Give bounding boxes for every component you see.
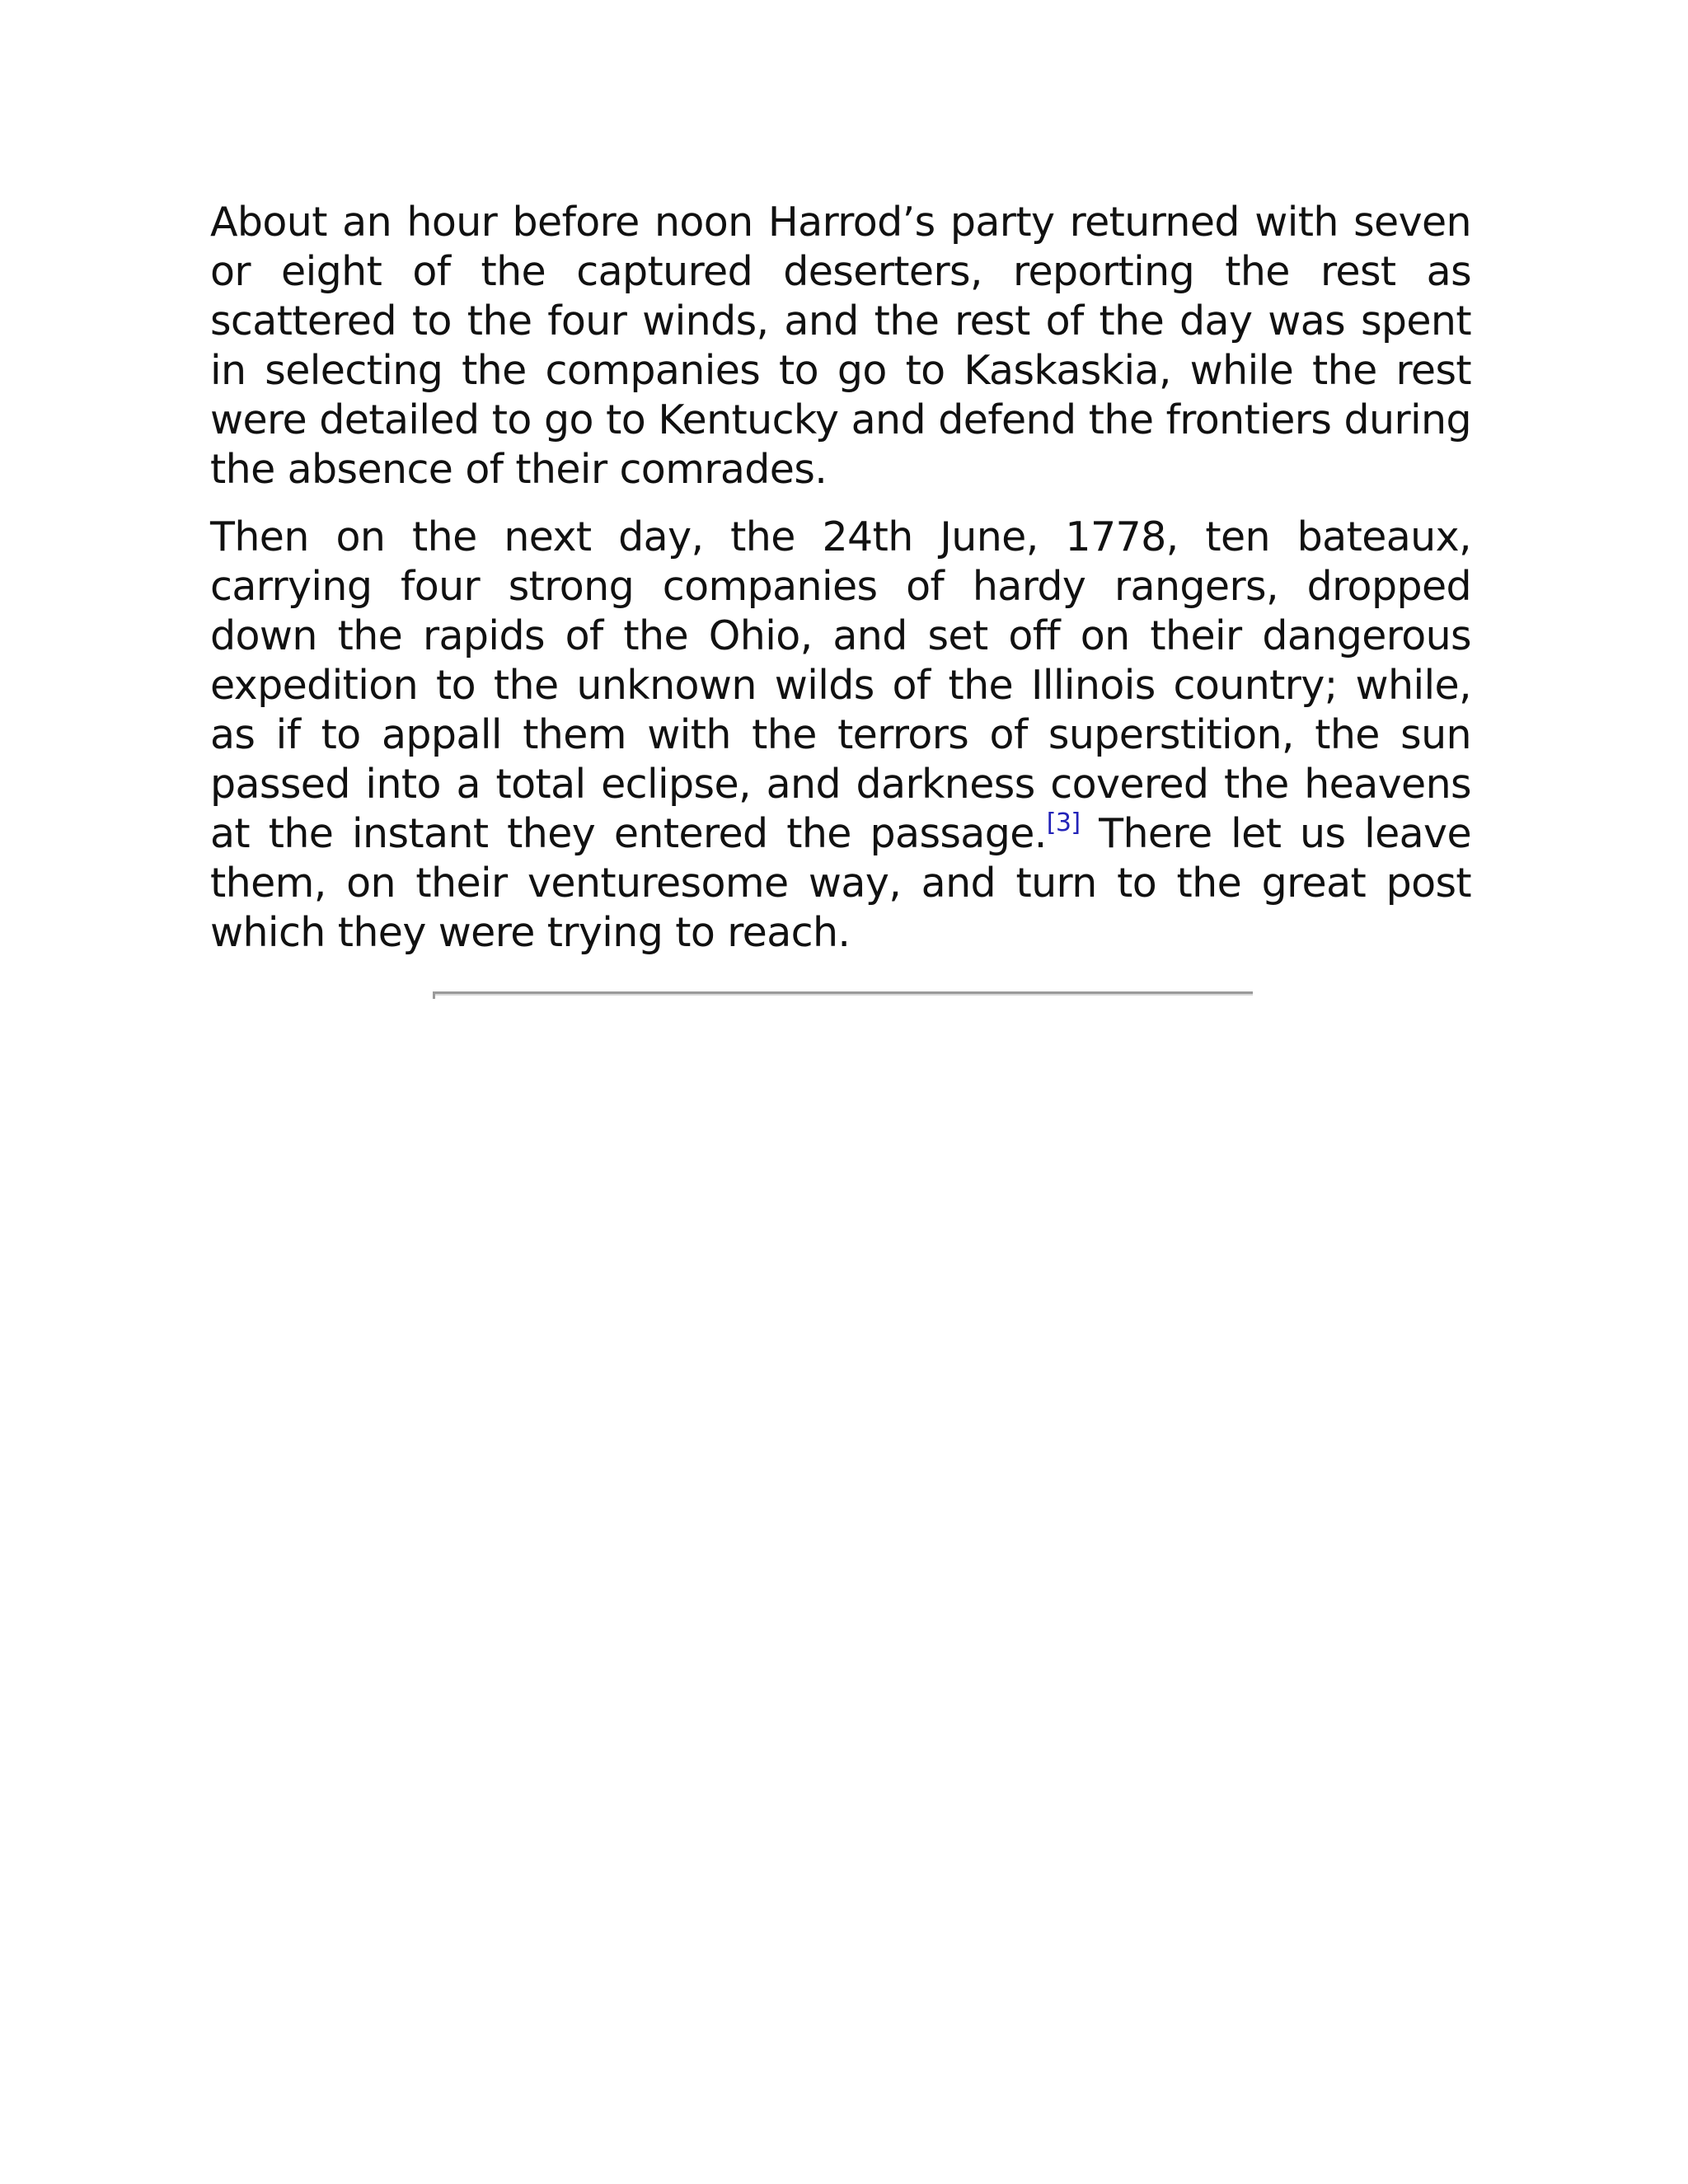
horizontal-rule-divider	[433, 991, 1253, 996]
paragraph-bateaux-departure	[210, 513, 1471, 958]
document-body	[210, 198, 1471, 976]
paragraph-harrods-party: About an hour before noon Harrod’s party returned with seven or eight of the captured deserters, reporting the rest as scattered to the four winds, and the rest of the day was spent in selecting the companies to go to Kaskaskia, while the rest were detailed to go to Kentucky and defend the frontiers during the absence of their comrades.	[210, 199, 1471, 493]
paragraph-text-after-footnote: There let us leave them, on their venturesome way, and turn to the great post which they were trying to reach.	[210, 810, 1472, 956]
paragraph-text-before-footnote: Then on the next day, the 24th June, 1778, ten bateaux, carrying four strong companies of hardy rangers, dropped down the rapids of the Ohio, and set off on their dangerous expedition to the unknown wilds of the Illinois country; while, as if to appall them with the terrors of superstition, the sun passed into a total eclipse, and darkness covered the heavens at the instant they entered the passage.	[210, 513, 1471, 857]
footnote-reference-link[interactable]: [3]	[1046, 808, 1081, 837]
